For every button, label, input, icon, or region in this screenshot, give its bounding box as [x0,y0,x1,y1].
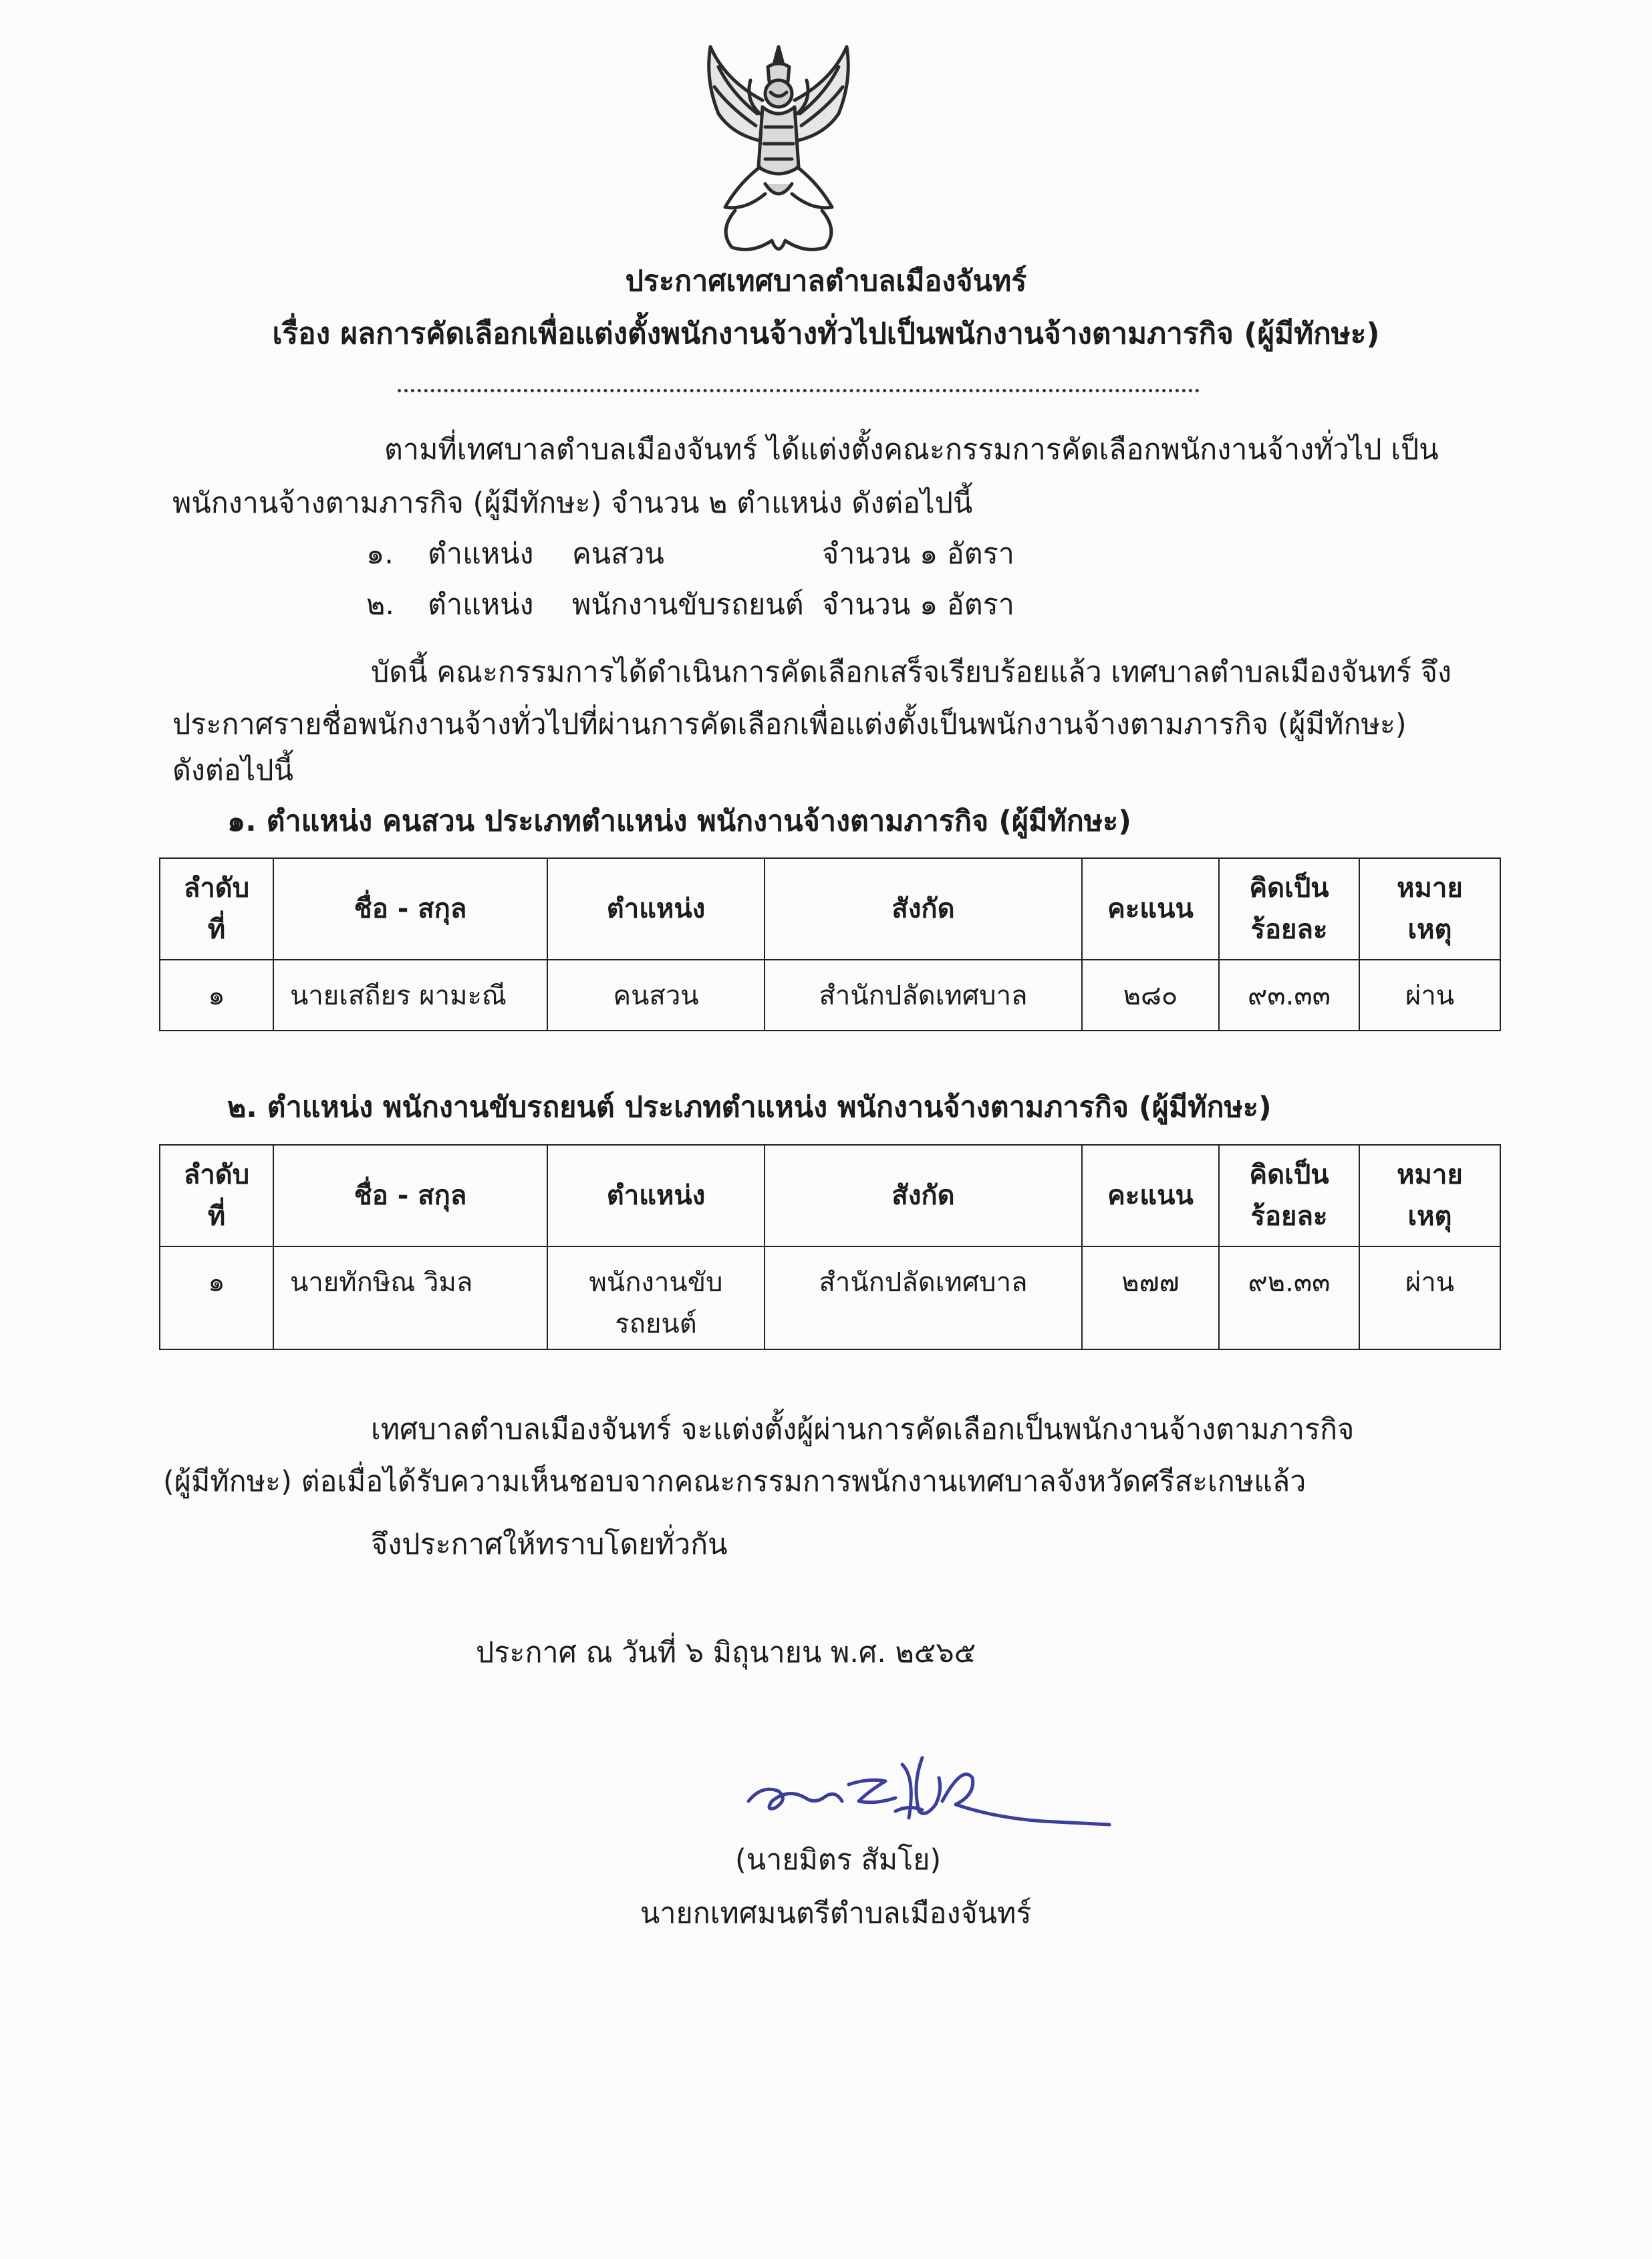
position-1-label: ตำแหน่ง [428,537,534,571]
signer-title: นายกเทศมนตรีตำบลเมืองจันทร์ [640,1897,1032,1930]
closing-line-1: เทศบาลตำบลเมืองจันทร์ จะแต่งตั้งผู้ผ่านการคัดเลือกเป็นพนักงานจ้างตามภารกิจ [371,1413,1355,1446]
table-row [160,1246,1500,1349]
position-2-name: พนักงานขับรถยนต์ [572,588,804,622]
announce-line-1: บัดนี้ คณะกรรมการได้ดำเนินการคัดเลือกเสร็จเรียบร้อยแล้ว เทศบาลตำบลเมืองจันทร์ จึง [371,656,1452,689]
table-header-row [160,1145,1500,1246]
row-position: พนักงานขับ รถยนต์ [547,1246,765,1349]
position-2-count: จำนวน ๑ อัตรา [822,588,1014,622]
results-table-2 [159,1144,1501,1350]
position-2-label: ตำแหน่ง [428,588,534,622]
table-row [160,960,1500,1031]
row-score: ๒๘๐ [1082,960,1219,1031]
table-header-row [160,858,1500,960]
announcement-date: ประกาศ ณ วันที่ ๖ มิถุนายน พ.ศ. ๒๕๖๕ [476,1636,976,1670]
document-subject: เรื่อง ผลการคัดเลือกเพื่อแต่งตั้งพนักงานจ้างทั่วไปเป็นพนักงานจ้างตามภารกิจ (ผู้มีทักษะ) [272,317,1380,351]
position-1-count: จำนวน ๑ อัตรา [822,537,1014,571]
header-department: สังกัด [765,1145,1082,1246]
row-percent: ๙๒.๓๓ [1219,1246,1359,1349]
header-order: ลำดับ ที่ [160,1145,273,1246]
document-title: ประกาศเทศบาลตำบลเมืองจันทร์ [625,265,1027,298]
header-name: ชื่อ - สกุล [273,1145,547,1246]
section-2-heading: ๒. ตำแหน่ง พนักงานขับรถยนต์ ประเภทตำแหน่ง พนักงานจ้างตามภารกิจ (ผู้มีทักษะ) [227,1091,1272,1124]
results-table-1 [159,857,1501,1031]
header-position: ตำแหน่ง [547,1145,765,1246]
garuda-emblem-icon [698,40,859,261]
header-percent: คิดเป็น ร้อยละ [1219,1145,1359,1246]
section-1-heading: ๑. ตำแหน่ง คนสวน ประเภทตำแหน่ง พนักงานจ้างตามภารกิจ (ผู้มีทักษะ) [227,805,1131,838]
signer-name: (นายมิตร สัมโย) [735,1843,942,1877]
signature-image [742,1738,1116,1838]
row-score: ๒๗๗ [1082,1246,1219,1349]
header-order: ลำดับ ที่ [160,858,273,960]
header-name: ชื่อ - สกุล [273,858,547,960]
row-remark: ผ่าน [1359,960,1500,1031]
row-name: นายทักษิณ วิมล [273,1246,547,1349]
row-department: สำนักปลัดเทศบาล [765,960,1082,1031]
position-1-number: ๑. [366,537,394,571]
row-department: สำนักปลัดเทศบาล [765,1246,1082,1349]
row-order: ๑ [160,960,273,1031]
announce-line-3: ดังต่อไปนี้ [172,754,293,787]
header-percent: คิดเป็น ร้อยละ [1219,858,1359,960]
closing-line-2: (ผู้มีทักษะ) ต่อเมื่อได้รับความเห็นชอบจากคณะกรรมการพนักงานเทศบาลจังหวัดศรีสะเกษแล้ว [163,1465,1306,1498]
row-order: ๑ [160,1246,273,1349]
row-percent: ๙๓.๓๓ [1219,960,1359,1031]
header-remark: หมาย เหตุ [1359,1145,1500,1246]
position-2-number: ๒. [366,588,395,622]
header-score: คะแนน [1082,1145,1219,1246]
header-remark: หมาย เหตุ [1359,858,1500,960]
intro-line-1: ตามที่เทศบาลตำบลเมืองจันทร์ ได้แต่งตั้งคณะกรรมการคัดเลือกพนักงานจ้างทั่วไป เป็น [384,433,1439,467]
header-position: ตำแหน่ง [547,858,765,960]
intro-line-2: พนักงานจ้างตามภารกิจ (ผู้มีทักษะ) จำนวน ๒ ตำแหน่ง ดังต่อไปนี้ [172,487,973,520]
header-score: คะแนน [1082,858,1219,960]
row-name: นายเสถียร ผามะณี [273,960,547,1031]
title-divider [398,389,1200,392]
position-1-name: คนสวน [572,537,664,571]
row-position: คนสวน [547,960,765,1031]
closing-line-3: จึงประกาศให้ทราบโดยทั่วกัน [371,1528,728,1561]
row-remark: ผ่าน [1359,1246,1500,1349]
announce-line-2: ประกาศรายชื่อพนักงานจ้างทั่วไปที่ผ่านการคัดเลือกเพื่อแต่งตั้งเป็นพนักงานจ้างตามภารกิจ (ผู้มีทักษะ) [172,708,1407,741]
header-department: สังกัด [765,858,1082,960]
